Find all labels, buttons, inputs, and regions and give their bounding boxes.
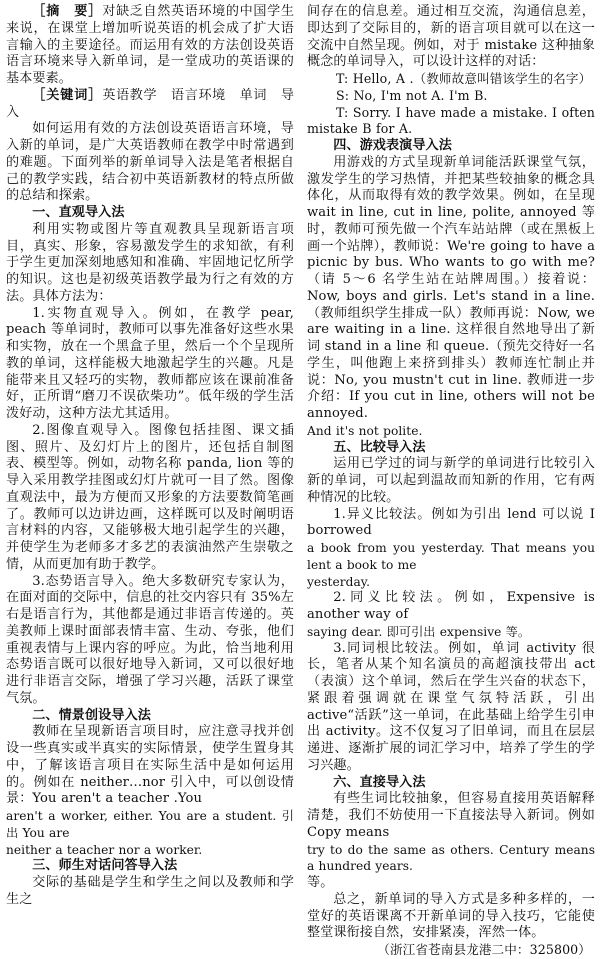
section-3-heading: 三、师生对话问答导入法 bbox=[32, 858, 178, 874]
section-4-paragraph: 用游戏的方式呈现新单词能活跃课堂气氛，激发学生的学习热情，并把某些较抽象的概念具体化，从而取得有效的教学效果。例如，在呈现 wait in line, cut in line, polite, annoyed 等时，教师可预先做一个汽车站站牌（或在黑板上画一个站牌），教师说：We're going to have a picnic by bus. Who wants to go with me?（请 5～6 名学生站在站牌周围。）接着说：Now, boys and girls. Let's stand in a line.（教师组织学生排成一队）教师再说：Now, we are waiting in a line. 这样很自然地导出了新词 stand in a line 和 queue.（预先交待好一名学生，叫他跑上来挤到排头）教师连忙制止并说：No, you mustn't cut in line. 教师进一步介绍：If you cut in line, others will not be annoyed. bbox=[307, 154, 595, 421]
affiliation-line: （浙江省苍南县龙港二中：325800） bbox=[377, 942, 591, 957]
section-3-paragraph: 交际的基础是学生和学生之间以及教师和学生之 bbox=[6, 875, 294, 907]
section-6-paragraph-cont2: 等。 bbox=[307, 875, 334, 890]
keywords-label: ［关键词］ bbox=[32, 87, 103, 103]
section-6-heading: 六、直接导入法 bbox=[333, 774, 426, 790]
section-5-heading: 五、比较导入法 bbox=[333, 439, 426, 455]
section-2-paragraph: 教师在呈现新语言项目时，应注意寻找并创设一些真实或半真实的实际情景，使学生置身其中，了解该语言项目在实际生活中是如何运用的。例如在 neither…nor 引入中，可以创设情景：You aren't a teacher .You bbox=[6, 724, 294, 807]
section-6-paragraph: 有些生词比较抽象，但容易直接用英语解释清楚，我们不妨使用一下直接法导入新词。例如 Copy means bbox=[307, 791, 595, 840]
section-2-paragraph-cont2: neither a teacher nor a worker. bbox=[6, 842, 203, 857]
section-6-paragraph-cont: try to do the same as others. Century means a hundred years. bbox=[307, 842, 595, 874]
section-1-item-2: 2.图像直观导入。图像包括挂图、课文插图、照片、及幻灯片上的图片，还包括自制图表、模型等。例如，动物名称 panda, lion 等的导入采用教学挂图或幻灯片就可一目了然。图像直观法中，最为方便而又形象的方法要数简笔画了。教师可以边讲边画，这样既可以及时阐明语言材料的内容，又能够极大地引起学生的兴趣，并使学生为老师多才多艺的表演油然产生崇敬之情，从而更加有助于教学。 bbox=[6, 422, 294, 572]
section-5-item-1-cont: a book from you yesterday. That means you lent a book to me bbox=[307, 541, 595, 572]
dialog-line-student-1: S: No, I'm not A. I'm B. bbox=[335, 87, 488, 103]
section-1-paragraph: 利用实物或图片等直观教具呈现新语言项目，真实、形象，容易激发学生的求知欲，有利于学生更加深刻地感知和准确、牢固地记忆所学的知识。这也是初级英语教学最为行之有效的方法。具体方法为： bbox=[6, 221, 294, 304]
dialog-line-teacher-2: T: Sorry. I have made a mistake. I often mistake B for A. bbox=[307, 104, 595, 137]
section-2-paragraph-cont: aren't a worker, either. You are a student. 引出 You are bbox=[6, 809, 294, 840]
section-2-heading: 二、情景创设导入法 bbox=[32, 707, 151, 723]
section-1-item-3: 3.态势语言导入。绝大多数研究专家认为，在面对面的交际中，信息的社交内容只有 35%左右是语言行为，其他都是通过非语言传递的。英美教师上课时面部表情丰富、生动、夸张，他们重视表情与上课内容的呼应。为此，恰当地利用态势语言既可以很好地导入新词，又可以很好地进行非语言交际，增强了学习兴趣，活跃了课堂气氛。 bbox=[6, 573, 294, 706]
section-4-heading: 四、游戏表演导入法 bbox=[333, 138, 452, 153]
section-5-item-3: 3.同词根比较法。例如，单词 activity 很长，笔者从某个知名演员的高超演技带出 act（表演）这个单词，然后在学生兴奋的状态下，紧跟着强调就在课堂气氛特活跃，引出 active“活跃”这一单词，在此基础上给学生引申出 activity。这不仅复习了旧单词，而且在层层递进、逐渐扩展的词汇学习中，培养了学生的学习兴趣。 bbox=[307, 640, 595, 773]
section-1-heading: 一、直观导入法 bbox=[32, 205, 125, 220]
abstract-paragraph bbox=[6, 4, 294, 88]
keywords-text: 英语教学 语言环境 单词 导入 bbox=[6, 87, 295, 120]
right-column bbox=[307, 4, 595, 957]
abstract-label: ［摘 要］ bbox=[32, 4, 103, 19]
dialog-line-teacher-1: T: Hello, A .（教师故意叫错该学生的名字） bbox=[335, 71, 592, 86]
section-5-item-2-cont: saying dear. 即可引出 expensive 等。 bbox=[307, 624, 531, 639]
section-3-continuation: 间存在的信息差。通过相互交流，沟通信息差，即达到了交际目的，新的语言项目就可以在这一交流中自然呈现。例如，对于 mistake 这种抽象概念的单词导入，可以设计这样的对话： bbox=[307, 4, 595, 70]
section-1-item-1: 1.实物直观导入。例如，在教学 pear, peach 等单词时，教师可以事先准备好这些水果和实物，放在一个黑盒子里，然后一个个呈现所教的单词，这样能极大地激起学生的兴趣。凡是能带来且又轻巧的实物，教师都应该在课前准备好，正所谓“磨刀不误砍柴功”。低年级的学生活泼好动，这种方法尤其适用。 bbox=[6, 305, 294, 421]
keywords-paragraph bbox=[6, 88, 294, 122]
section-5-item-1: 1.异义比较法。例如为引出 lend 可以说 I borrowed bbox=[307, 506, 595, 539]
section-5-item-1-cont2: yesterday. bbox=[307, 574, 370, 589]
conclusion-paragraph: 总之，新单词的导入方式是多种多样的，一堂好的英语课离不开新单词的导入技巧，它能使整堂课衔接自然，安排紧凑，浑然一体。 bbox=[307, 891, 595, 941]
section-5-item-2: 2.同义比较法。例如，Expensive is another way of bbox=[307, 590, 595, 622]
section-4-paragraph-end: And it's not polite. bbox=[307, 423, 423, 438]
intro-paragraph: 如何运用有效的方法创设英语语言环境，导入新的单词，是广大英语教师在教学中时常遇到的难题。下面列举的新单词导入法是笔者根据自己的教学实践，结合初中英语新教材的特点所做的总结和探索。 bbox=[6, 121, 294, 204]
abstract-text: 对缺乏自然英语环境的中国学生来说，在课堂上增加听说英语的机会成了扩大语言输入的主要途径。而运用有效的方法创设英语语言环境来导入新单词，是一堂成功的英语课的基本要素。 bbox=[6, 4, 295, 86]
section-5-paragraph: 运用已学过的词与新学的单词进行比较引入新的单词，可以起到温故而知新的作用，它有两种情况的比较。 bbox=[307, 456, 595, 505]
left-column bbox=[6, 4, 295, 907]
